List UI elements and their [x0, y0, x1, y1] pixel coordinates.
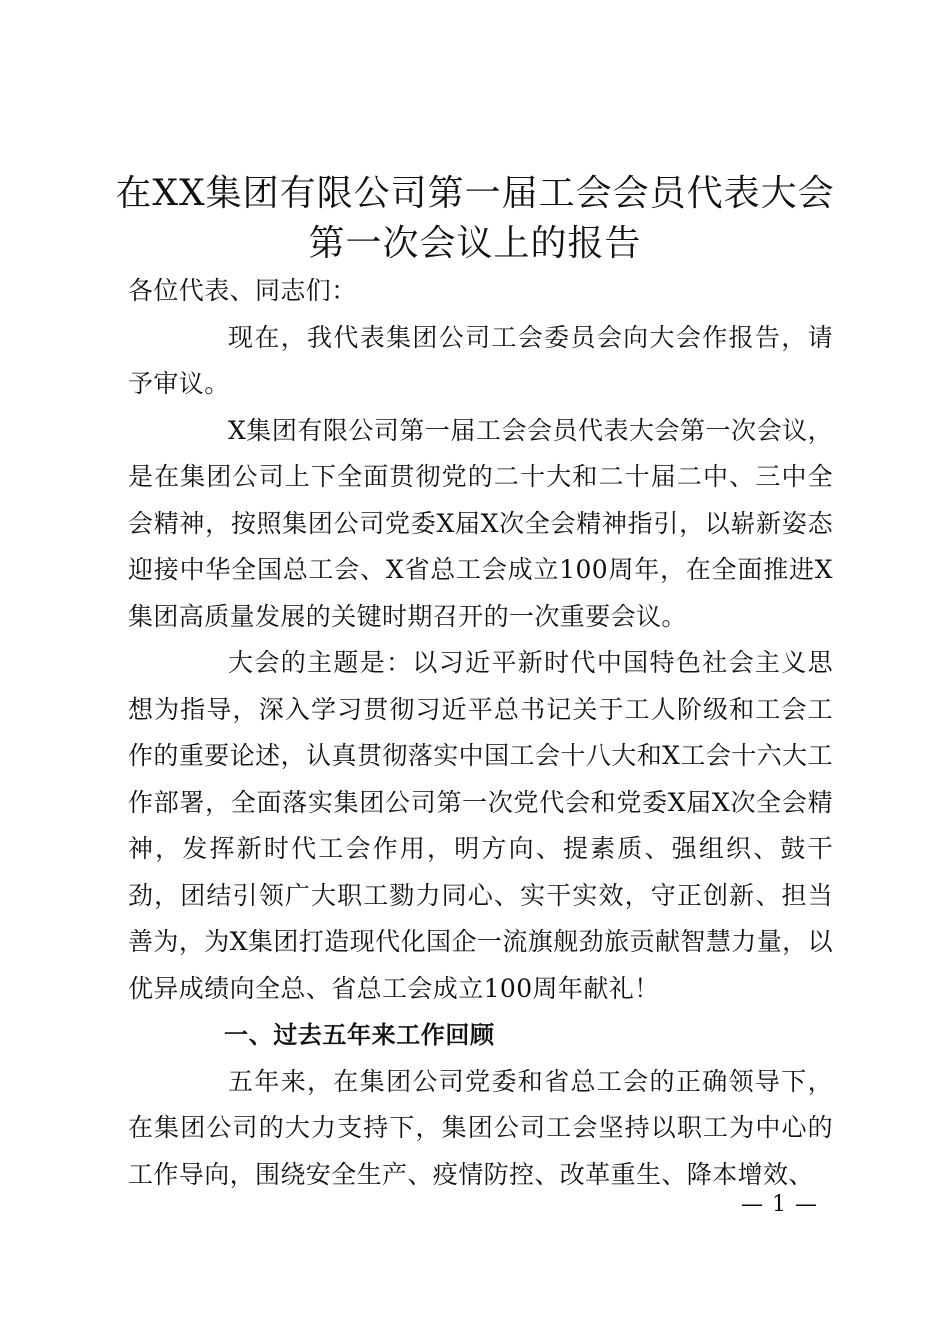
document-title-line-1: 在XX集团有限公司第一届工会会员代表大会 — [115, 173, 835, 214]
salutation: 各位代表、同志们： — [128, 276, 357, 305]
page-number: — 1 — — [741, 1192, 818, 1217]
section-heading: 一、过去五年来工作回顾 — [224, 1021, 495, 1049]
paragraph: X集团有限公司第一届工会会员代表大会第一次会议，是在集团公司上下全面贯彻党的二十大和二十届二中、三中全会精神，按照集团公司党委X届X次全会精神指引，以崭新姿态迎接中华全国总工会、X省总工会成立100周年，在全面推进X集团高质量发展的关键时期召开的一次重要会议。 — [128, 415, 833, 631]
section-paragraph: 五年来，在集团公司党委和省总工会的正确领导下，在集团公司的大力支持下，集团公司工会坚持以职工为中心的工作导向，围绕安全生产、疫情防控、改革重生、降本增效、 — [128, 1066, 833, 1189]
document-title-line-2: 第一次会议上的报告 — [308, 223, 642, 264]
paragraph: 大会的主题是：以习近平新时代中国特色社会主义思想为指导，深入学习贯彻习近平总书记关于工人阶级和工会工作的重要论述，认真贯彻落实中国工会十八大和X工会十六大工作部署，全面落实集团公司第一次党代会和党委X届X次全会精神，发挥新时代工会作用，明方向、提素质、强组织、鼓干劲，团结引领广大职工勠力同心、实干实效，守正创新、担当善为，为X集团打造现代化国企一流旗舰劲旅贡献智慧力量，以优异成绩向全总、省总工会成立100周年献礼！ — [128, 648, 833, 1003]
paragraph: 现在，我代表集团公司工会委员会向大会作报告，请予审议。 — [128, 322, 833, 398]
document-body — [128, 268, 833, 1198]
